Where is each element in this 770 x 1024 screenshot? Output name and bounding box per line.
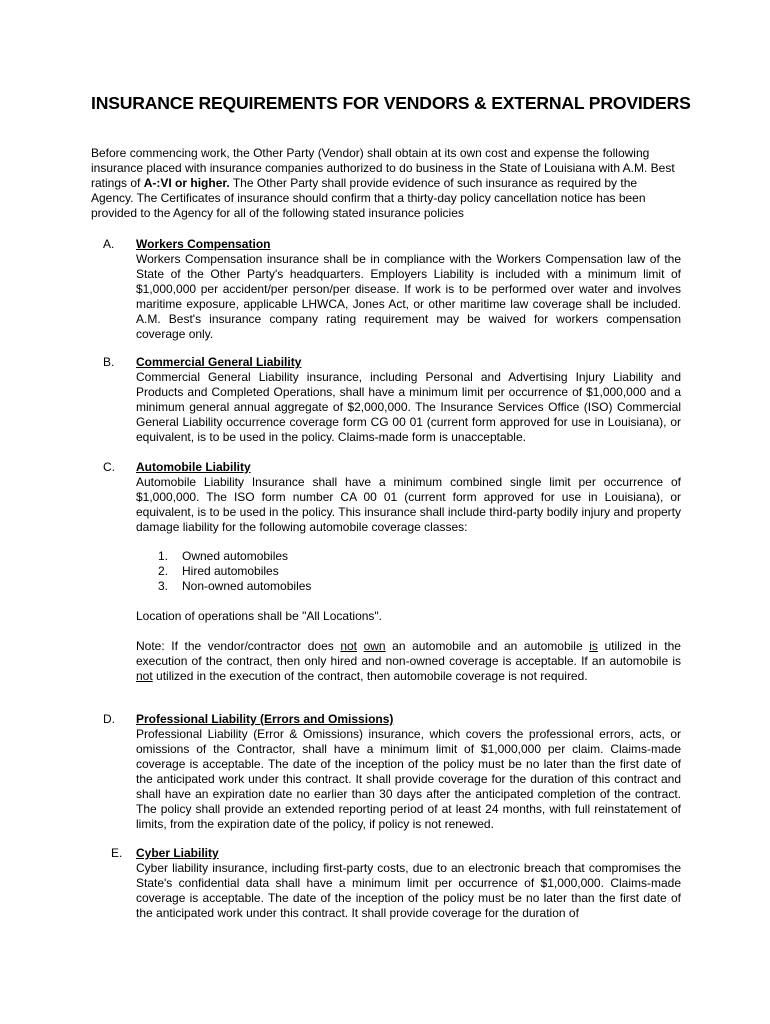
section-text: Professional Liability (Error & Omissions) insurance, which covers the professional errors, acts, or omissions of the Contractor, shall have a minimum limit of $1,000,000 per claim. Claims-made coverage is acceptable. The date of the inception of the policy must be no later than the first date of the anticipated work under this contract. It shall provide coverage for the duration of this contract and shall have an expiration date no earlier than 30 days after the anticipated completion of the contract. The policy shall provide an extended reporting period of at least 24 months, with full reinstatement of limits, from the expiration date of the policy, if policy is not renewed. <box>136 727 681 831</box>
note-emphasis: not <box>136 669 153 683</box>
note-part: an automobile and an automobile <box>385 639 590 653</box>
section-letter: C. <box>103 460 115 474</box>
coverage-classes-list <box>136 549 681 594</box>
section-letter: B. <box>103 355 115 369</box>
intro-text-before: Before commencing work, the Other Party (Vendor) shall obtain at its own cost and expense the following insurance placed with insurance companies authorized to do business in the State of Louisiana with A.M. Best ratings of <box>91 146 675 190</box>
list-item <box>136 564 681 579</box>
automobile-note <box>136 639 681 684</box>
document-title: INSURANCE REQUIREMENTS FOR VENDORS & EXTERNAL PROVIDERS <box>91 93 691 113</box>
note-part <box>357 639 364 653</box>
section-text: Automobile Liability Insurance shall have a minimum combined single limit per occurrence of $1,000,000. The ISO form number CA 00 01 (current form approved for use in Louisiana), or equivalent, is to be used in the policy. This insurance shall include third-party bodily injury and property damage liability for the following automobile coverage classes: <box>136 475 681 534</box>
section-heading: Professional Liability (Errors and Omissions) <box>136 712 394 726</box>
section-letter: E. <box>111 846 123 860</box>
list-item-label: Hired automobiles <box>182 564 279 578</box>
note-emphasis: not <box>340 639 358 653</box>
section-heading: Automobile Liability <box>136 460 251 474</box>
note-emphasis: is <box>589 639 598 653</box>
list-item <box>136 579 681 594</box>
note-part: utilized in the execution of the contract, then automobile coverage is not required. <box>152 669 588 683</box>
note-emphasis: own <box>363 639 386 653</box>
list-item-label: Owned automobiles <box>182 549 289 563</box>
section-text: Cyber liability insurance, including first-party costs, due to an electronic breach that compromises the State's confidential data shall have a minimum limit per occurrence of $1,000,000. Claims-made coverage is acceptable. The date of the inception of the policy must be no later than the first date of the anticipated work under this contract. It shall provide coverage for the duration of <box>136 861 681 920</box>
section-heading: Workers Compensation <box>136 237 271 251</box>
intro-rating-bold: A-:VI or higher. <box>143 176 230 190</box>
list-item-number: 1. <box>158 549 169 563</box>
section-text: Commercial General Liability insurance, including Personal and Advertising Injury Liability and Products and Completed Operations, shall have a minimum limit per occurrence of $1,000,000 and a minimum general annual aggregate of $2,000,000. The Insurance Services Office (ISO) Commercial General Liability occurrence coverage form CG 00 01 (current form approved for use in Louisiana), or equivalent, is to be used in the policy. Claims-made form is unacceptable. <box>136 370 681 444</box>
section-heading: Commercial General Liability <box>136 355 302 369</box>
note-part: utilized in the execution of the contract, then only hired and non-owned coverage is acceptable. If an automobile is <box>136 639 681 668</box>
list-item <box>136 549 681 564</box>
intro-text-after: The Other Party shall provide evidence of such insurance as required by the Agency. The Certificates of insurance should confirm that a thirty-day policy cancellation notice has been provided to the Agency for all of the following stated insurance policies <box>91 176 646 220</box>
section-letter: A. <box>103 237 115 251</box>
section-heading: Cyber Liability <box>136 846 219 860</box>
list-item-number: 2. <box>158 564 169 578</box>
intro-paragraph <box>91 146 681 221</box>
location-of-operations: Location of operations shall be "All Locations". <box>136 609 383 623</box>
section-text: Workers Compensation insurance shall be in compliance with the Workers Compensation law of the State of the Other Party's headquarters. Employers Liability is included with a minimum limit of $1,000,000 per accident/per person/per disease. If work is to be performed over water and involves maritime exposure, applicable LHWCA, Jones Act, or other maritime law coverage shall be included. A.M. Best's insurance company rating requirement may be waived for workers compensation coverage only. <box>136 252 681 341</box>
list-item-label: Non-owned automobiles <box>182 579 312 593</box>
note-part: Note: If the vendor/contractor does <box>136 639 341 653</box>
section-letter: D. <box>103 712 115 726</box>
list-item-number: 3. <box>158 579 169 593</box>
